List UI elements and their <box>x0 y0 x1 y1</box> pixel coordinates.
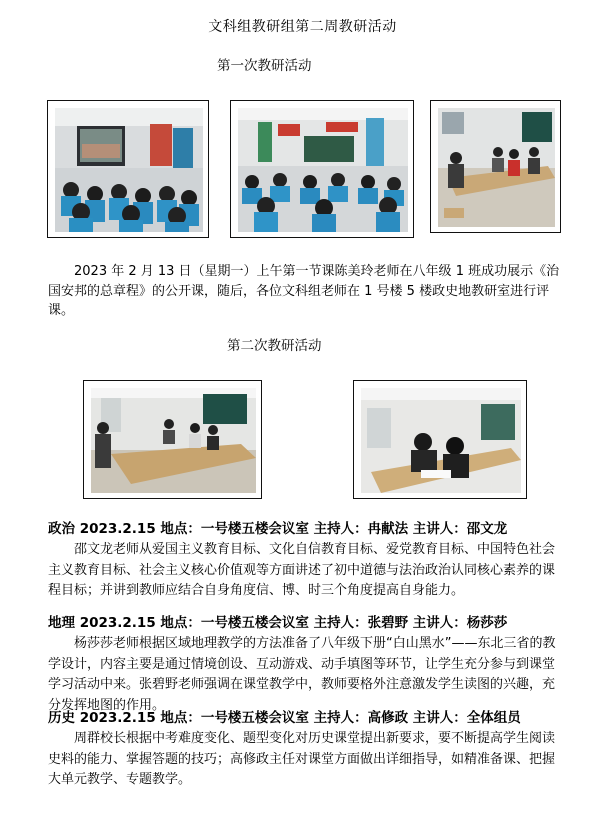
photo-teachers-room <box>430 100 561 233</box>
section-history-body: 周群校长根据中考难度变化、题型变化对历史课堂提出新要求，要不断提高学生阅读史料的能力、掌握答题的技巧；高修政主任对课堂方面做出详细指导，如精准备课、把握大单元教学、专题教学。 <box>48 731 556 787</box>
section-politics <box>48 519 560 602</box>
section-history <box>48 708 560 791</box>
photo-meeting-room <box>83 380 262 499</box>
activity1-heading: 第一次教研活动 <box>217 58 312 74</box>
section-geography-header: 地理 2023.2.15 地点：一号楼五楼会议室 主持人：张碧野 主讲人：杨莎莎 <box>48 615 508 631</box>
photo-classroom-board <box>230 100 414 238</box>
document-title: 文科组教研组第二周教研活动 <box>208 19 397 35</box>
activity2-heading: 第二次教研活动 <box>227 338 322 354</box>
section-politics-header: 政治 2023.2.15 地点：一号楼五楼会议室 主持人：冉献法 主讲人：邵文龙 <box>48 521 508 537</box>
section-politics-body: 邵文龙老师从爱国主义教育目标、文化自信教育目标、爱党教育目标、中国特色社会主义教育目标、社会主义核心价值观等方面讲述了初中道德与法治政治认同核心素养的课程目标；并讲到教师应结合自身角度信、博、时三个角度提高自身能力。 <box>48 542 556 598</box>
activity1-description: 2023 年 2 月 13 日（星期一）上午第一节课陈美玲老师在八年级 1 班成功展示《治国安邦的总章程》的公开课，随后，各位文科组老师在 1 号楼 5 楼政史地教研室进行评课。 <box>48 264 560 318</box>
section-geography <box>48 613 560 716</box>
photo-teachers-writing <box>353 380 527 499</box>
section-geography-body: 杨莎莎老师根据区域地理教学的方法准备了八年级下册“白山黑水”——东北三省的教学设计，内容主要是通过情境创设、互动游戏、动手填图等环节，让学生充分参与到课堂学习活动中来。张碧野老师强调在课堂教学中，教师要格外注意激发学生读图的兴趣，充分发挥地图的作用。 <box>48 636 556 713</box>
section-history-header: 历史 2023.2.15 地点：一号楼五楼会议室 主持人：高修政 主讲人：全体组员 <box>48 710 521 726</box>
photo-classroom-screen <box>47 100 209 238</box>
